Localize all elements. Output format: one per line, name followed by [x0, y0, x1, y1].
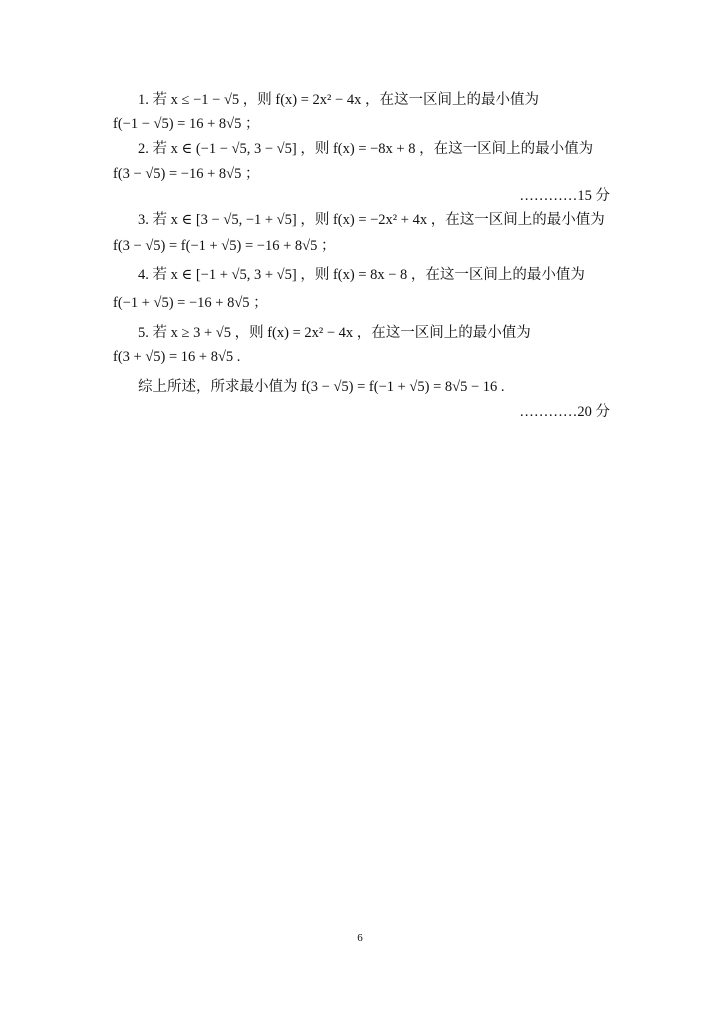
case-4-condition: 4. 若 x ∈ [−1 + √5, 3 + √5] ，则 f(x) = 8x − 8 ，在这一区间上的最小值为	[138, 267, 585, 283]
case-1-condition: 1. 若 x ≤ −1 − √5 ，则 f(x) = 2x² − 4x ，在这一区间上的最小值为	[138, 92, 539, 108]
case-5-condition: 5. 若 x ≥ 3 + √5 ，则 f(x) = 2x² − 4x ，在这一区间上的最小值为	[138, 325, 531, 341]
score-marker-20: …………20 分	[519, 404, 610, 420]
score-marker-15: …………15 分	[519, 188, 610, 204]
case-1-result: f(−1 − √5) = 16 + 8√5 ；	[113, 116, 260, 132]
case-3-result: f(3 − √5) = f(−1 + √5) = −16 + 8√5 ；	[113, 238, 336, 254]
page-number: 6	[357, 932, 363, 944]
case-2-condition: 2. 若 x ∈ (−1 − √5, 3 − √5] ，则 f(x) = −8x + 8 ，在这一区间上的最小值为	[138, 141, 594, 157]
case-5-result: f(3 + √5) = 16 + 8√5 .	[113, 349, 241, 365]
conclusion: 综上所述，所求最小值为 f(3 − √5) = f(−1 + √5) = 8√5 − 16 .	[138, 379, 505, 395]
case-3-condition: 3. 若 x ∈ [3 − √5, −1 + √5] ，则 f(x) = −2x² + 4x ，在这一区间上的最小值为	[138, 212, 605, 228]
case-2-result: f(3 − √5) = −16 + 8√5 ；	[113, 166, 260, 182]
case-4-result: f(−1 + √5) = −16 + 8√5 ；	[113, 295, 268, 311]
